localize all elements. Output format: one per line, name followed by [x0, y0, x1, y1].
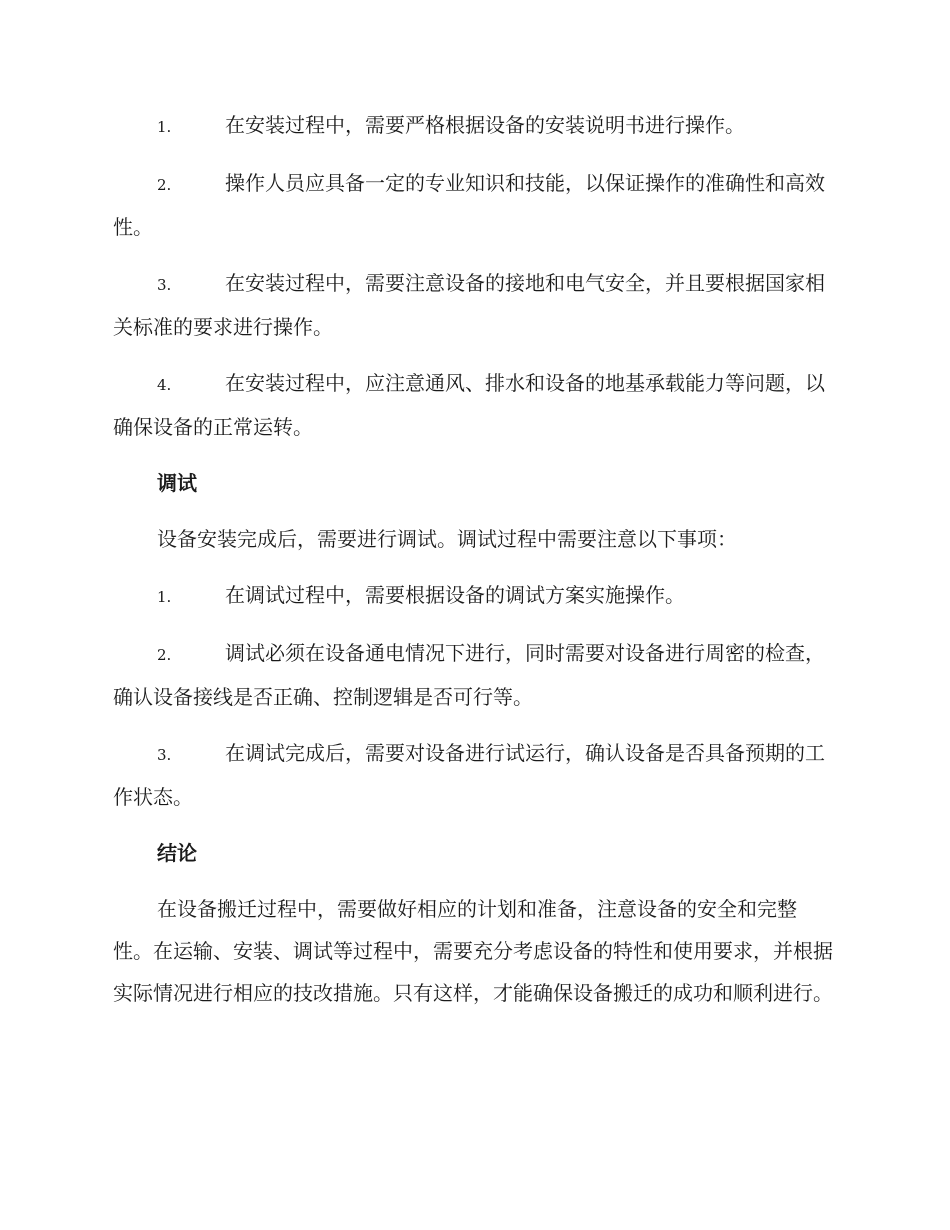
list-number: 1.	[157, 118, 172, 136]
install-item-4	[113, 362, 835, 448]
list-item-text: 操作人员应具备一定的专业知识和技能，以保证操作的准确性和高效性。	[113, 171, 825, 239]
debug-item-3	[113, 732, 835, 818]
debug-item-2	[113, 632, 835, 718]
install-item-1	[113, 104, 835, 148]
document-page	[113, 104, 835, 1028]
list-number: 2.	[157, 176, 172, 194]
list-number: 3.	[157, 276, 172, 294]
section-heading-conclusion: 结论	[157, 841, 197, 865]
list-item-text: 调试必须在设备通电情况下进行，同时需要对设备进行周密的检查，确认设备接线是否正确、控制逻辑是否可行等。	[113, 641, 825, 709]
list-number: 3.	[157, 746, 172, 764]
list-number: 4.	[157, 376, 172, 394]
list-item-text: 在调试完成后，需要对设备进行试运行，确认设备是否具备预期的工作状态。	[113, 741, 825, 809]
list-item-text: 在安装过程中，需要注意设备的接地和电气安全，并且要根据国家相关标准的要求进行操作。	[113, 271, 825, 339]
install-item-2	[113, 162, 835, 248]
list-item-text: 在安装过程中，需要严格根据设备的安装说明书进行操作。	[225, 113, 745, 137]
section-heading-debug: 调试	[157, 471, 197, 495]
debug-intro-paragraph: 设备安装完成后，需要进行调试。调试过程中需要注意以下事项：	[157, 527, 737, 551]
list-number: 1.	[157, 588, 172, 606]
install-item-3	[113, 262, 835, 348]
list-item-text: 在安装过程中，应注意通风、排水和设备的地基承载能力等问题，以确保设备的正常运转。	[113, 371, 825, 439]
list-item-text: 在调试过程中，需要根据设备的调试方案实施操作。	[225, 583, 685, 607]
list-number: 2.	[157, 646, 172, 664]
conclusion-paragraph: 在设备搬迁过程中，需要做好相应的计划和准备，注意设备的安全和完整性。在运输、安装、调试等过程中，需要充分考虑设备的特性和使用要求，并根据实际情况进行相应的技改措施。只有这样，才能确保设备搬迁的成功和顺利进行。	[113, 897, 833, 1005]
debug-item-1	[113, 574, 835, 618]
